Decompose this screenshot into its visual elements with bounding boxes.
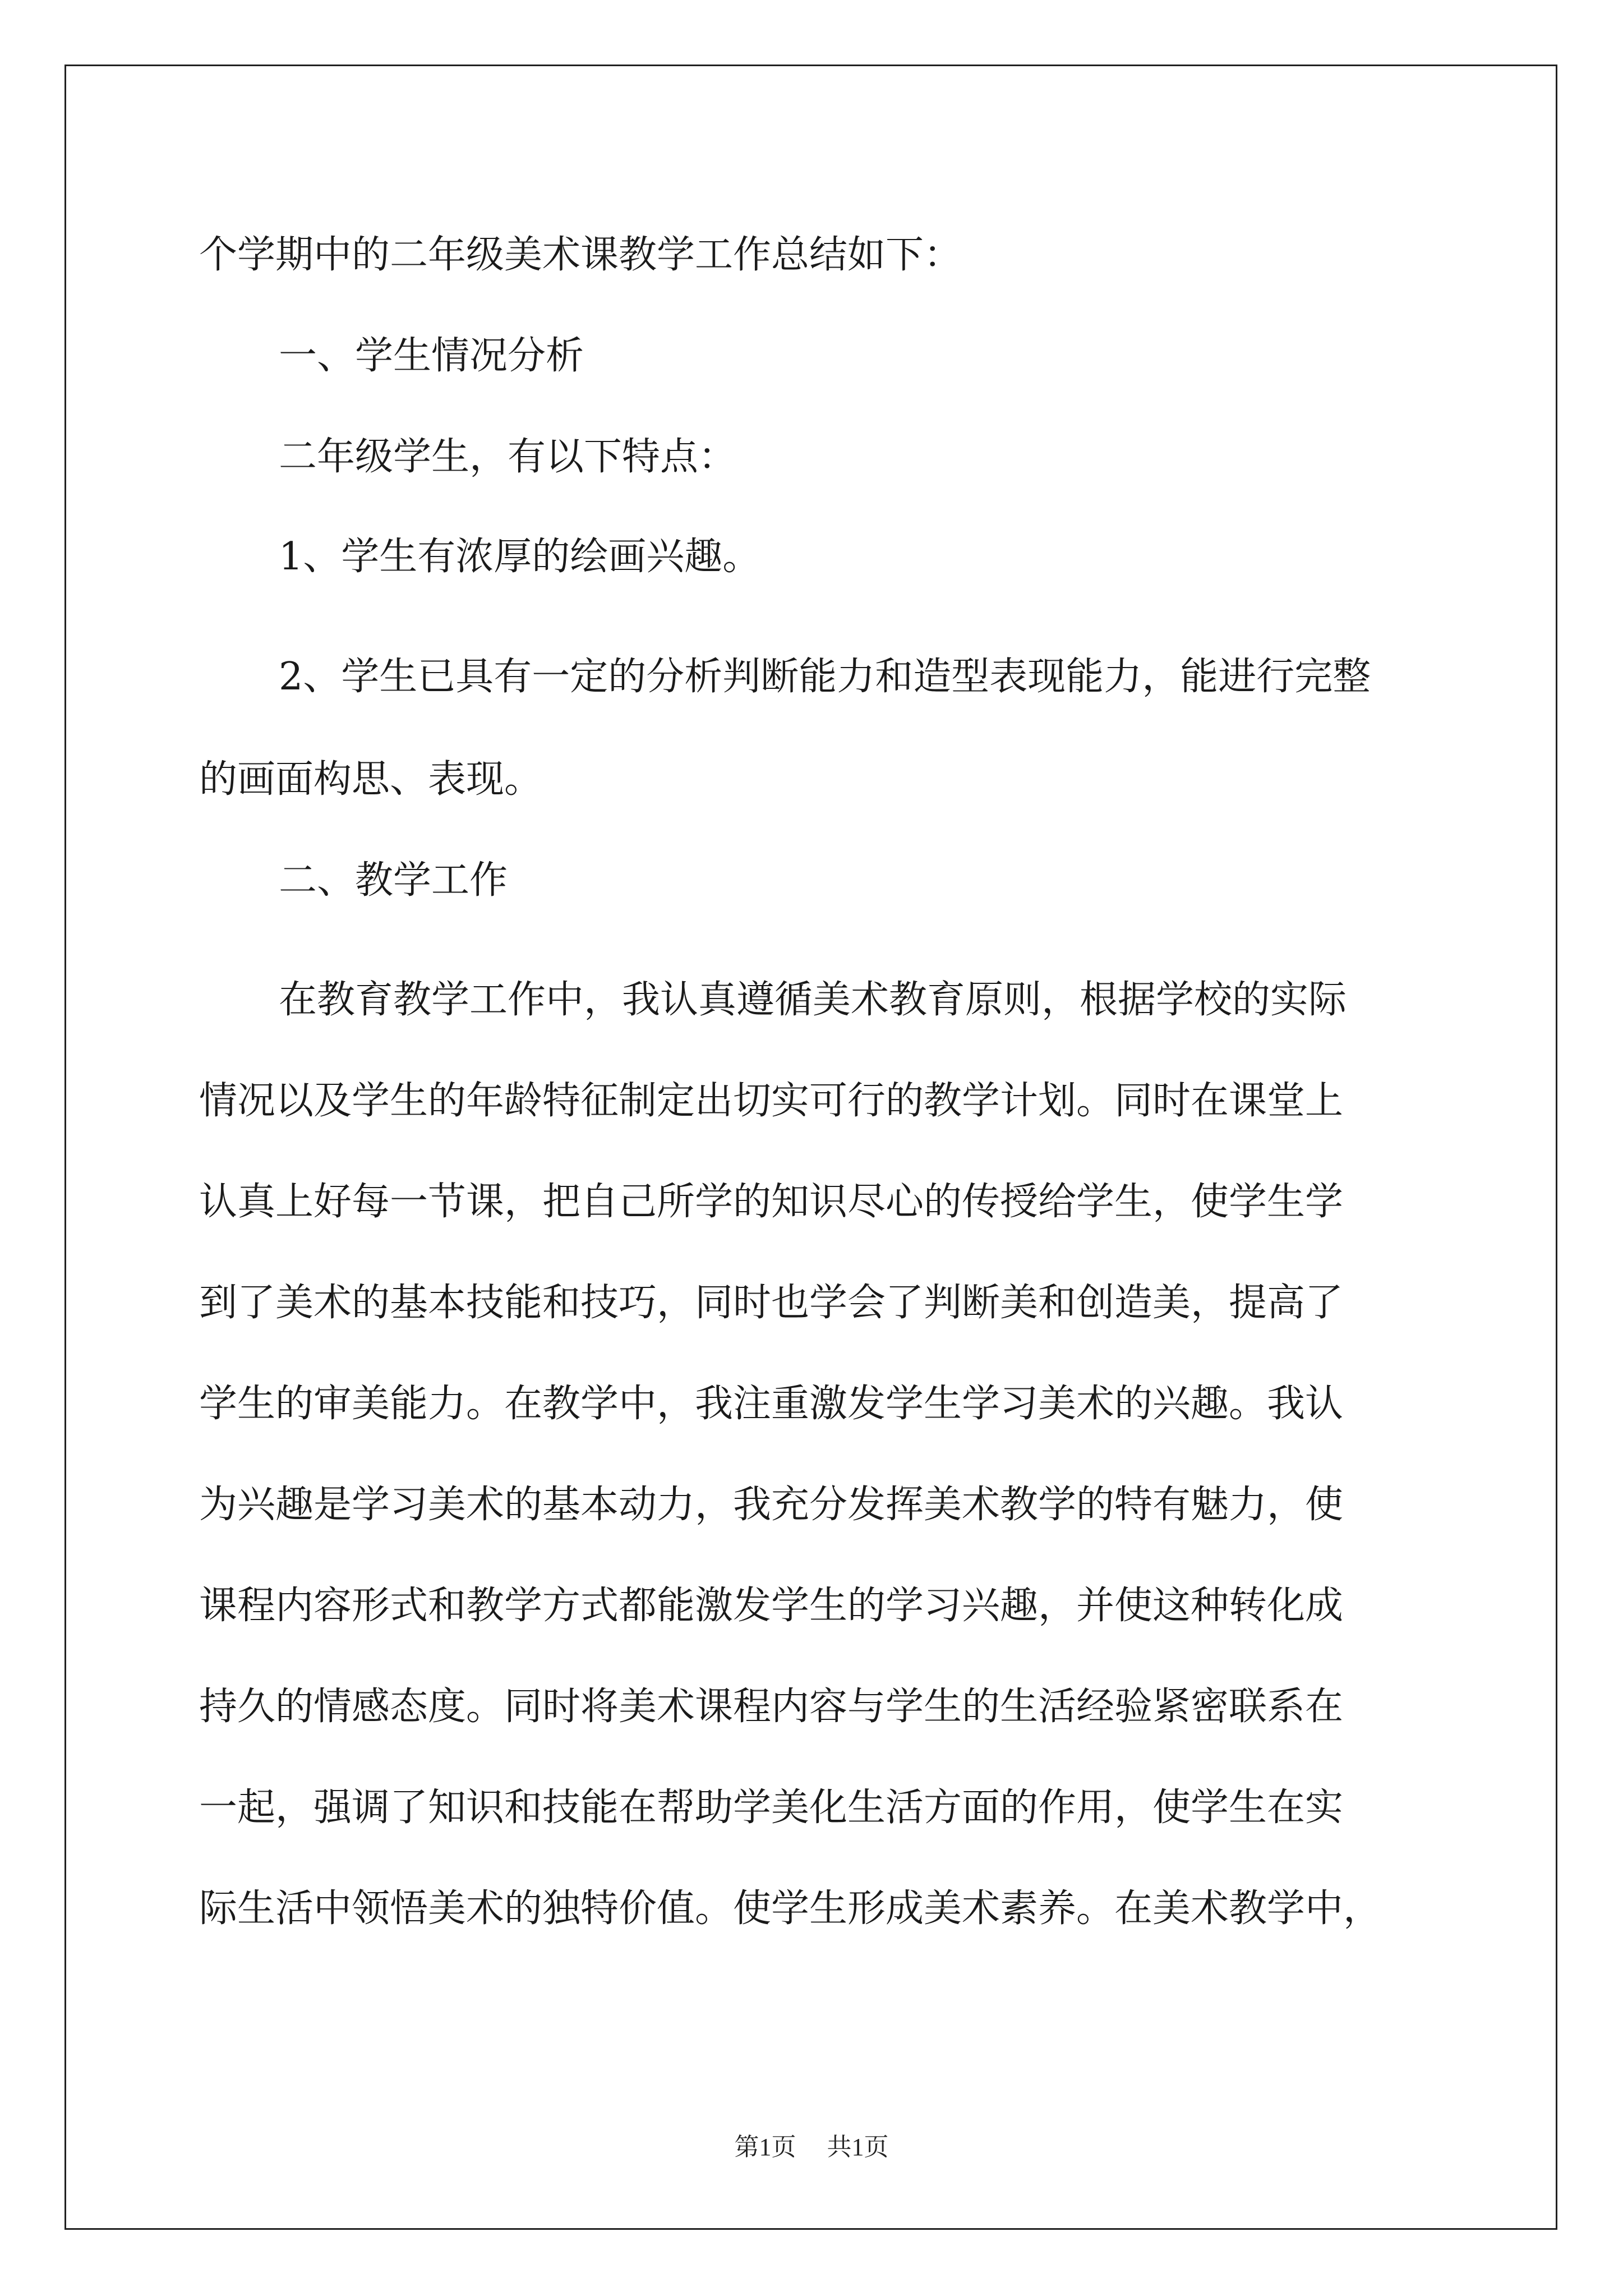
text-line: 持久的情感态度。同时将美术课程内容与学生的生活经验紧密联系在	[199, 1685, 1344, 1729]
text-line: 的画面构思、表现。	[199, 757, 543, 802]
page-number: 第1页	[734, 2133, 796, 2161]
text-line: 在教育教学工作中，我认真遵循美术教育原则，根据学校的实际	[279, 978, 1347, 1022]
text-line: 一起，强调了知识和技能在帮助学美化生活方面的作用，使学生在实	[199, 1786, 1344, 1830]
section-heading: 二、教学工作	[279, 858, 508, 903]
text-line: 二年级学生，有以下特点：	[279, 435, 737, 479]
page-total: 共1页	[827, 2133, 889, 2161]
text-line: 课程内容形式和教学方式都能激发学生的学习兴趣，并使这种转化成	[199, 1584, 1344, 1628]
section-heading: 一、学生情况分析	[279, 334, 584, 378]
text-line: 学生的审美能力。在教学中，我注重激发学生学习美术的兴趣。我认	[199, 1382, 1344, 1426]
text-line: 际生活中领悟美术的独特价值。使学生形成美术素养。在美术教学中，	[199, 1887, 1382, 1931]
page-footer	[0, 2131, 1623, 2164]
list-item: 2、学生已具有一定的分析判断能力和造型表现能力，能进行完整	[279, 655, 1371, 699]
text-line: 个学期中的二年级美术课教学工作总结如下：	[199, 233, 962, 277]
text-line: 为兴趣是学习美术的基本动力，我充分发挥美术教学的特有魅力，使	[199, 1483, 1344, 1527]
list-item: 1、学生有浓厚的绘画兴趣。	[279, 535, 761, 579]
text-line: 情况以及学生的年龄特征制定出切实可行的教学计划。同时在课堂上	[199, 1079, 1344, 1123]
text-line: 到了美术的基本技能和技巧，同时也学会了判断美和创造美，提高了	[199, 1281, 1344, 1325]
text-line: 认真上好每一节课，把自己所学的知识尽心的传授给学生，使学生学	[199, 1180, 1344, 1224]
